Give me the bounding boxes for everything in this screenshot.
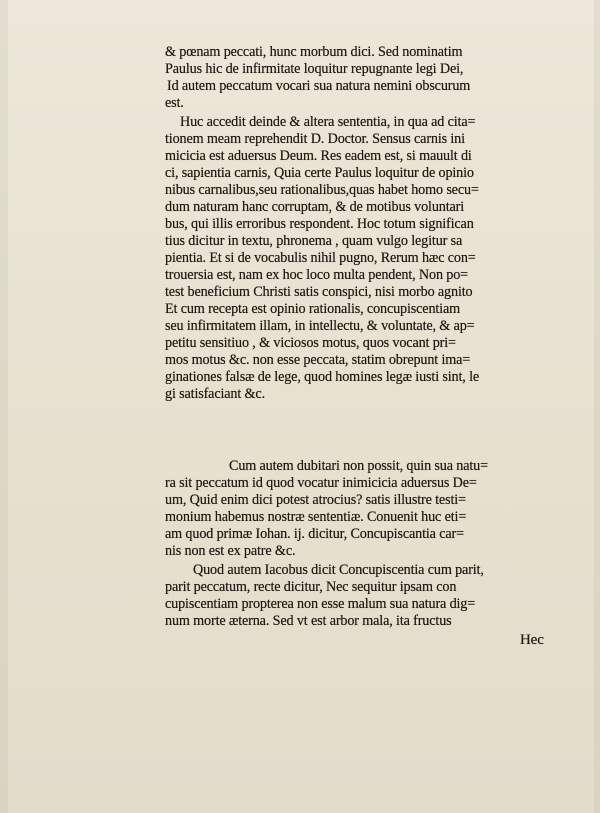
page-fold-shadow	[0, 0, 8, 813]
text-line-22: Cum autem dubitari non possit, quin sua natu=	[229, 458, 488, 474]
text-line-13: pientia. Et si de vocabulis nihil pugno, Rerum hæc con=	[165, 250, 476, 266]
text-line-24: um, Quid enim dici potest atrocius? satis illustre testi=	[165, 492, 466, 508]
text-line-26: am quod primæ Iohan. ij. dicitur, Concupiscantia car=	[165, 526, 464, 542]
text-line-25: monium habemus nostræ sententiæ. Conuenit huc eti=	[165, 509, 467, 525]
page-edge-shadow	[594, 0, 600, 813]
text-line-19: mos motus &c. non esse peccata, statim obrepunt ima=	[165, 352, 471, 368]
text-line-11: bus, qui illis erroribus respondent. Hoc totum significan	[165, 216, 474, 232]
text-line-5: Huc accedit deinde & altera sententia, in qua ad cita=	[180, 114, 476, 130]
text-line-21: gi satisfaciant &c.	[165, 386, 265, 402]
text-line-17: seu infirmitatem illam, in intellectu, & voluntate, & ap=	[165, 318, 475, 334]
text-line-4: est.	[165, 95, 184, 111]
text-line-1: & pœnam peccati, hunc morbum dici. Sed nominatim	[165, 44, 463, 60]
text-line-30: cupiscentiam propterea non esse malum sua natura dig=	[165, 596, 476, 612]
text-line-28: Quod autem Iacobus dicit Concupiscentia cum parit,	[193, 562, 484, 578]
text-line-14: trouersia est, nam ex hoc loco multa pendent, Non po=	[165, 267, 469, 283]
text-line-8: ci, sapientia carnis, Quia certe Paulus loquitur de opinio	[165, 165, 474, 181]
text-line-12: tius dicitur in textu, phronema , quam vulgo legitur sa	[165, 233, 463, 249]
text-line-18: petitu sensitiuo , & viciosos motus, quos vocant pri=	[165, 335, 456, 351]
text-line-16: Et cum recepta est opinio rationalis, concupiscentiam	[165, 301, 461, 317]
text-line-20: ginationes falsæ de lege, quod homines legæ iusti sint, le	[165, 369, 480, 385]
text-line-23: ra sit peccatum id quod vocatur inimicicia aduersus De=	[165, 475, 477, 491]
text-line-15: test beneficium Christi satis conspici, nisi morbo agnito	[165, 284, 473, 300]
text-line-29: parit peccatum, recte dicitur, Nec sequitur ipsam con	[165, 579, 457, 595]
text-line-9: nibus carnalibus,seu rationalibus,quas habet homo secu=	[165, 182, 479, 198]
catchword: Hec	[520, 632, 544, 648]
text-line-31: num morte æterna. Sed vt est arbor mala, ita fructus	[165, 613, 452, 629]
text-line-3: Id autem peccatum vocari sua natura nemini obscurum	[167, 78, 471, 94]
text-line-27: nis non est ex patre &c.	[165, 543, 296, 559]
text-line-6: tionem meam reprehendit D. Doctor. Sensus carnis ini	[165, 131, 465, 147]
text-line-10: dum naturam hanc corruptam, & de motibus voluntari	[165, 199, 465, 215]
text-line-2: Paulus hic de infirmitate loquitur repugnante legi Dei,	[165, 61, 464, 77]
text-line-7: micicia est aduersus Deum. Res eadem est, si mauult di	[165, 148, 472, 164]
